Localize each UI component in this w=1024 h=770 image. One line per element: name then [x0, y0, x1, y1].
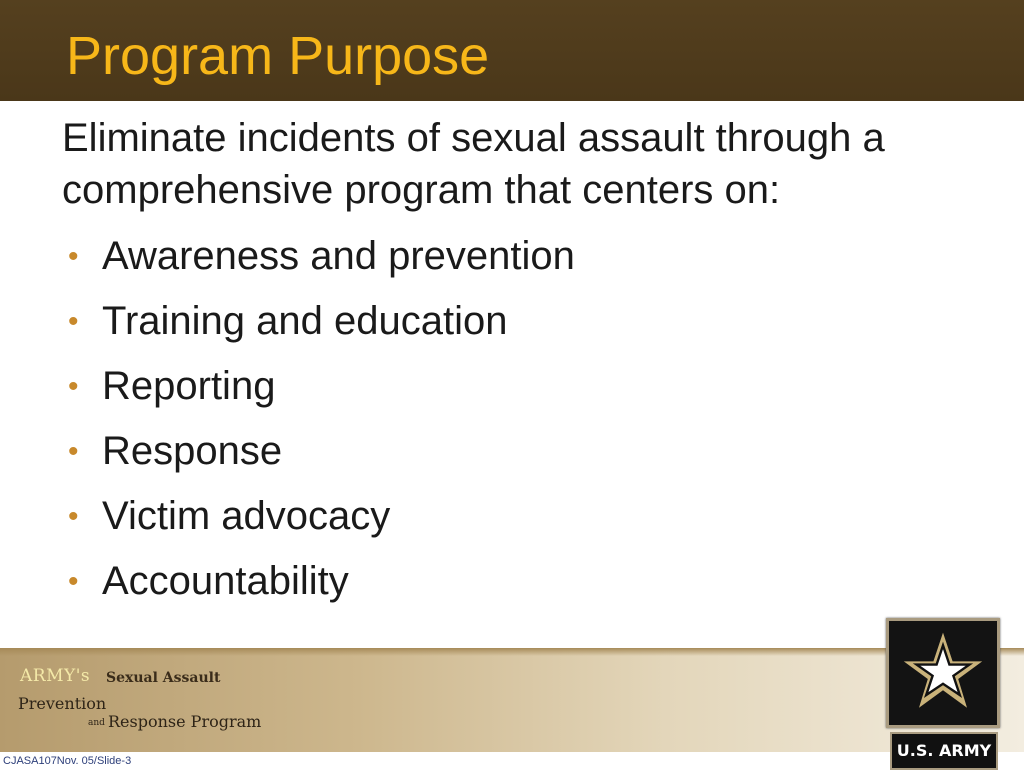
intro-text: Eliminate incidents of sexual assault through a comprehensive program that centers on: — [62, 116, 885, 212]
sharp-logo-and: and — [88, 718, 105, 728]
list-item — [62, 549, 575, 614]
army-star-icon — [903, 631, 983, 711]
bullet-icon: • — [68, 240, 79, 273]
bullet-text: Awareness and prevention — [102, 234, 575, 278]
list-item — [62, 224, 575, 289]
bullet-icon: • — [68, 435, 79, 468]
bullet-icon: • — [68, 305, 79, 338]
sharp-logo-armys: ARMY's — [20, 666, 91, 686]
bullet-text: Response — [102, 429, 283, 473]
list-item — [62, 419, 575, 484]
bullet-icon: • — [68, 565, 79, 598]
us-army-logo — [884, 618, 1000, 768]
sharp-logo-prevention: Prevention — [18, 694, 107, 713]
bullet-list — [62, 224, 575, 614]
bullet-icon: • — [68, 500, 79, 533]
sharp-logo-sexual-assault: Sexual Assault — [106, 670, 221, 686]
bullet-text: Accountability — [102, 559, 349, 603]
title-bar — [0, 0, 1024, 101]
bullet-icon: • — [68, 370, 79, 403]
slide-id: CJASA107Nov. 05/Slide-3 — [3, 755, 132, 767]
army-wordmark: U.S. ARMY — [890, 732, 998, 770]
bullet-text: Training and education — [102, 299, 508, 343]
list-item — [62, 354, 575, 419]
army-star-box — [886, 618, 1000, 728]
bullet-text: Reporting — [102, 364, 276, 408]
list-item — [62, 484, 575, 549]
list-item — [62, 289, 575, 354]
bullet-text: Victim advocacy — [102, 494, 391, 538]
sharp-logo-response-program: Response Program — [108, 712, 262, 731]
sharp-logo — [16, 664, 262, 740]
footer-shade — [0, 648, 1024, 656]
slide-title: Program Purpose — [66, 26, 490, 86]
